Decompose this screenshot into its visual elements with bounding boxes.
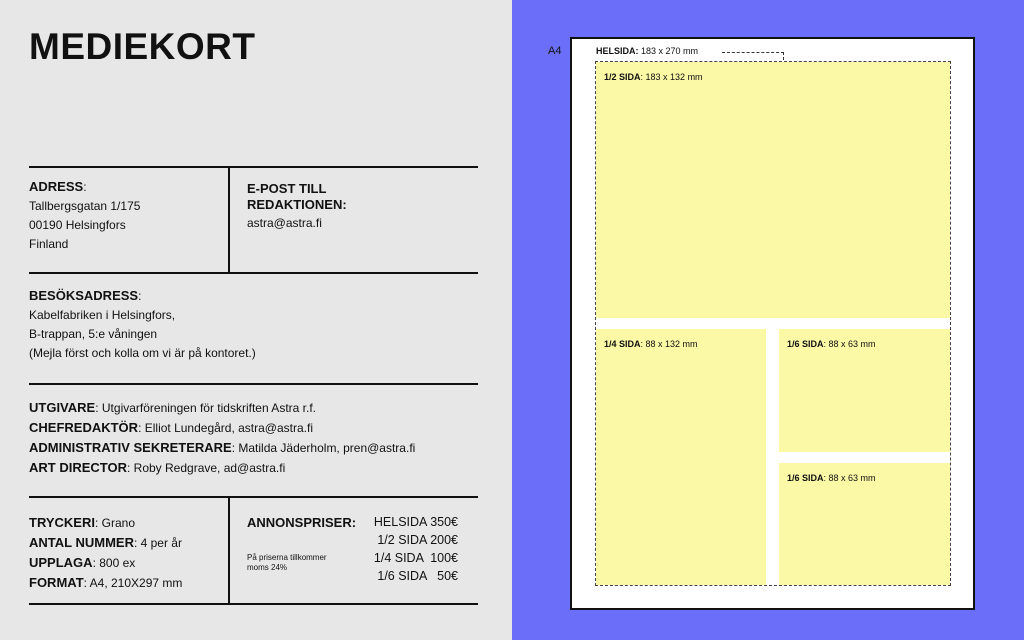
visit-block: BESÖKSADRESS: Kabelfabriken i Helsingfors, B-trappan, 5:e våningen (Mejla först och kolla om vi är på kontoret.) xyxy=(29,286,256,363)
full-page-indicator xyxy=(722,52,784,60)
divider-vertical xyxy=(228,497,230,604)
staff-row: UTGIVARE: Utgivarföreningen för tidskriften Astra r.f. xyxy=(29,400,316,415)
visit-label: BESÖKSADRESS xyxy=(29,288,139,303)
email-label: E-POST TILL xyxy=(247,181,327,196)
print-row: ANTAL NUMMER: 4 per år xyxy=(29,535,182,550)
visit-line: Kabelfabriken i Helsingfors, xyxy=(29,308,176,322)
price-row: 1/4 SIDA 100€ xyxy=(373,551,458,565)
address-line: Finland xyxy=(29,237,69,251)
staff-row: ART DIRECTOR: Roby Redgrave, ad@astra.fi xyxy=(29,460,286,475)
print-block xyxy=(29,513,182,593)
visit-line: B-trappan, 5:e våningen xyxy=(29,327,158,341)
ad-sixth-page: 1/6 SIDA: 88 x 63 mm xyxy=(779,329,950,452)
divider xyxy=(29,496,478,498)
ad-half-page: 1/2 SIDA: 183 x 132 mm xyxy=(596,62,950,318)
print-row: UPPLAGA: 800 ex xyxy=(29,555,136,570)
divider xyxy=(29,383,478,385)
divider xyxy=(29,166,478,168)
print-row: TRYCKERI: Grano xyxy=(29,515,135,530)
address-line: Tallbergsgatan 1/175 xyxy=(29,199,141,213)
email-label: REDAKTIONEN: xyxy=(247,197,347,212)
ad-quarter-page: 1/4 SIDA: 88 x 132 mm xyxy=(596,329,766,585)
vat-note: På priserna tillkommer moms 24% xyxy=(247,553,327,572)
divider-vertical xyxy=(228,167,230,273)
email-block xyxy=(247,181,347,231)
divider xyxy=(29,603,478,605)
page-title: MEDIEKORT xyxy=(29,26,256,67)
ad-prices-label: ANNONSPRISER: xyxy=(247,515,357,530)
a4-label: A4 xyxy=(548,45,562,57)
staff-row: CHEFREDAKTÖR: Elliot Lundegård, astra@astra.fi xyxy=(29,420,314,435)
visit-line: (Mejla först och kolla om vi är på kontoret.) xyxy=(29,346,256,360)
price-list xyxy=(360,513,458,585)
divider xyxy=(29,272,478,274)
print-row: FORMAT: A4, 210X297 mm xyxy=(29,575,183,590)
staff-row: ADMINISTRATIV SEKRETERARE: Matilda Jäderholm, pren@astra.fi xyxy=(29,440,416,455)
full-page-label: HELSIDA: 183 x 270 mm xyxy=(596,46,699,56)
ad-sixth-page: 1/6 SIDA: 88 x 63 mm xyxy=(779,463,950,585)
address-line: 00190 Helsingfors xyxy=(29,218,126,232)
price-row: HELSIDA 350€ xyxy=(373,515,458,529)
staff-block xyxy=(29,398,415,478)
address-block: ADRESS: Tallbergsgatan 1/175 00190 Helsingfors Finland xyxy=(29,177,140,254)
address-label: ADRESS xyxy=(29,179,84,194)
price-row: 1/2 SIDA 200€ xyxy=(377,533,458,547)
price-row: 1/6 SIDA 50€ xyxy=(377,569,458,583)
email-link[interactable]: astra@astra.fi xyxy=(247,216,322,230)
